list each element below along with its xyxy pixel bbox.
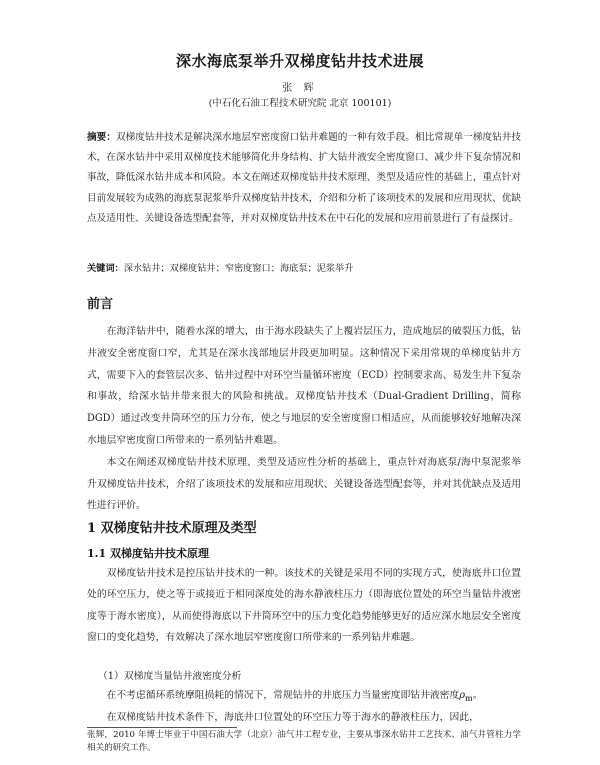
paragraph-2-text: 在不考虑循环系统摩阻损耗的情况下，常规钻井的井底压力当量密度即钻井液密度 [106,690,460,701]
intro-paragraph-2: 本文在阐述双梯度钻井技术原理、类型及适应性分析的基础上，重点针对海底泵/海中泵泥浆举升双梯度钻井技术，介绍了该项技术的发展和应用现状、关键设备选型配套等，并对其优缺点及适用性进行评价。 [87,457,521,511]
subsection-heading-1-1: 1.1 双梯度钻井技术原理 [87,547,209,560]
intro-paragraph-1: 在海洋钻井中，随着水深的增大，由于海水段缺失了上覆岩层压力，造成地层的破裂压力低，钻井液安全密度窗口窄，尤其是在深水浅部地层井段更加明显。这种情况下采用常规的单梯度钻井方式，需要下入的套管层次多、钻井过程中对环空当量循环密度（ECD）控制要求高、易发生井下复杂和事故，给深水钻井带来很大的风险和挑战。双梯度钻井技术（Dual-Gradient Drilling，简称 DGD）通过改变井筒环空的压力分布，使之与地层的安全密度窗口相适应，从而能够较好地解决深水地层窄密度窗口所带来的一系列钻井难题。 [87,326,521,446]
author-affiliation: (中石化石油工程技术研究院 北京 100101) [208,98,392,109]
keywords-text: 深水钻井；双梯度钻井；窄密度窗口；海底泵；泥浆举升 [123,263,354,274]
section1-paragraph-2 [87,689,521,705]
list-item-1: （1）双梯度当量钻井液密度分析 [98,671,242,682]
abstract-label: 摘要： [87,132,116,143]
abstract-text: 双梯度钻井技术是解决深水地层窄密度窗口钻井难题的一种有效手段。相比常规单一梯度钻井技术，在深水钻井中采用双梯度技术能够简化井身结构、扩大钻井液安全密度窗口、减少井下复杂情况和事故，降低深水钻井成本和风险。本文在阐述双梯度钻井技术原理、类型及适应性的基础上，重点针对目前发展较为成熟的海底泵泥浆举升双梯度钻井技术，介绍和分析了该项技术的发展和应用现状、优缺点及适用性、关键设备选型配套等，并对双梯度钻井技术在中石化的发展和应用前景进行了有益探讨。 [87,132,521,224]
section-heading-1: 1 双梯度钻井技术原理及类型 [87,521,257,536]
section-heading-intro: 前言 [87,297,114,312]
footnote-divider [87,727,237,728]
paragraph-2-end: 。 [472,690,483,701]
keywords-label: 关键词： [87,263,124,274]
abstract [87,128,521,229]
section1-paragraph-3: 在双梯度钻井技术条件下，海底井口位置处的环空压力等于海水的静液柱压力，因此， [106,712,479,723]
paper-title: 深水海底泵举升双梯度钻井技术进展 [175,52,424,70]
density-subscript: m [465,692,473,703]
author-name: 张 辉 [282,83,318,94]
keywords [87,262,521,276]
section1-paragraph-1: 双梯度钻井技术是控压钻井技术的一种。该技术的关键是采用不同的实现方式，使海底井口位置处的环空压力，使之等于或接近于相同深度处的海水静液柱压力（即海底位置处的环空当量钻井液密度等于海水密度），从而使得海底以下井筒环空中的压力变化趋势能够更好的适应深水地层安全密度窗口的变化趋势，有效解决了深水地层窄密度窗口所带来的一系列钻井难题。 [87,568,521,643]
density-symbol: ρ [459,690,466,701]
author-footnote: 张辉，2010 年博士毕业于中国石油大学（北京）油气井工程专业，主要从事深水钻井工艺技术、油气井管柱力学相关的研究工作。 [87,730,521,753]
